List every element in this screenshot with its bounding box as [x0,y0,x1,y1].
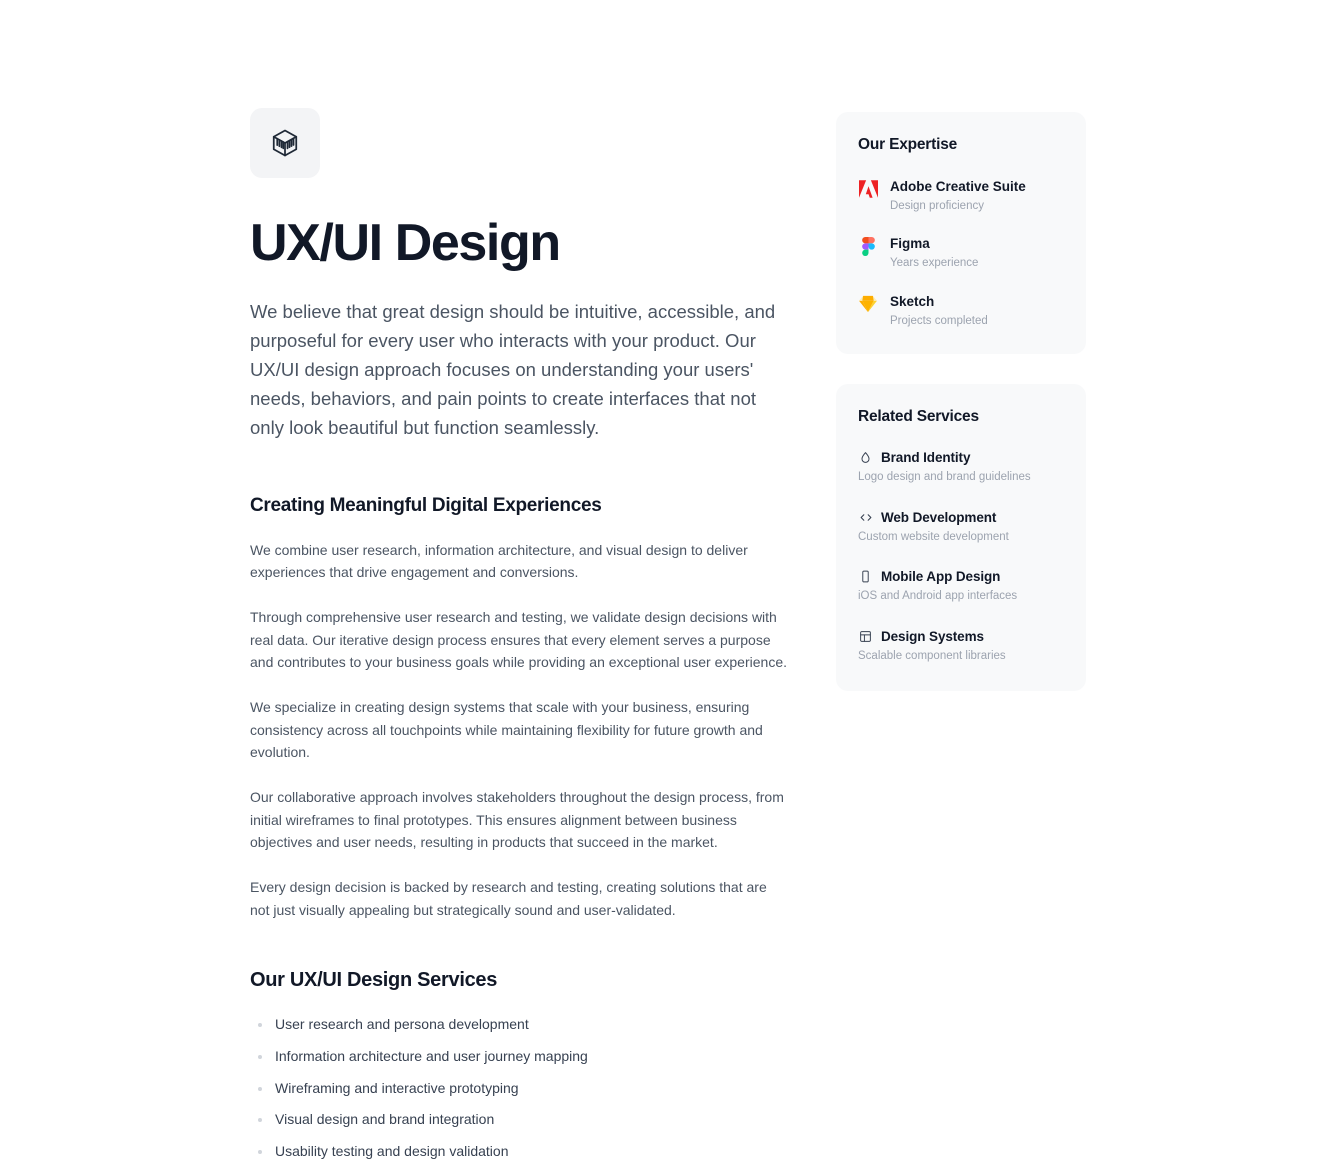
related-service-design-systems[interactable] [858,629,1064,665]
code-brackets-icon [858,510,873,525]
figma-logo-icon [858,236,878,256]
expertise-name: Adobe Creative Suite [890,179,1026,194]
related-service-head [858,510,1064,525]
related-service-mobile-app-design[interactable] [858,569,1064,605]
expertise-card [836,112,1086,354]
section-paragraph: Through comprehensive user research and testing, we validate design decisions with real data. Our iterative design process ensures that every element serves a purpose and contributes to your business goals while providing an exceptional user experience. [250,608,787,671]
expertise-item-adobe [858,178,1064,213]
expertise-sub: Design proficiency [890,199,984,212]
expertise-text [890,235,978,270]
expertise-text [890,293,988,328]
mobile-phone-icon [858,569,873,584]
related-service-sub: Custom website development [858,530,1009,543]
adobe-logo-icon [858,179,878,199]
related-services-title: Related Services [858,408,979,426]
page-title: UX/UI Design [250,214,560,272]
section-paragraph: We combine user research, information architecture, and visual design to deliver experiences that drive engagement and conversions. [250,541,748,581]
related-service-name: Brand Identity [881,450,971,466]
expertise-name: Sketch [890,293,935,309]
list-item: User research and persona development [250,1014,788,1036]
expertise-sub: Years experience [890,257,979,270]
content-layout [250,108,1086,1173]
expertise-item-sketch [858,293,1064,328]
hero-lead-paragraph: We believe that great design should be intuitive, accessible, and purposeful for every user who interacts with your product. Our UX/UI design approach focuses on understanding your users' needs, behaviors, and pain points to create interfaces that not only look beautiful but function seamlessly. [250,301,776,438]
section-paragraph: Our collaborative approach involves stakeholders throughout the design process, from initial wireframes to final prototypes. This ensures alignment between business objectives and user needs, resulting in products that succeed in the market. [250,788,784,851]
expertise-title: Our Expertise [858,136,958,153]
list-item: Usability testing and design validation [250,1141,788,1163]
list-item: Visual design and brand integration [250,1109,788,1131]
related-service-name: Mobile App Design [881,569,1001,585]
expertise-name: Figma [890,236,930,252]
section-heading: Creating Meaningful Digital Experiences [250,494,602,516]
related-service-web-development[interactable] [858,510,1064,546]
expertise-sub: Projects completed [890,314,988,327]
related-service-head [858,629,1064,644]
related-service-name: Design Systems [881,629,984,644]
list-item: Wireframing and interactive prototyping [250,1078,788,1100]
section-paragraph: We specialize in creating design systems that scale with your business, ensuring consistency across all touchpoints while maintaining flexibility for future growth and evolution. [250,698,763,761]
related-service-sub: Logo design and brand guidelines [858,471,1031,484]
sketch-logo-icon [858,294,878,314]
sidebar [836,108,1086,721]
related-service-brand-identity[interactable] [858,450,1064,486]
services-list [250,1014,788,1162]
expertise-text [890,178,1026,213]
droplet-icon [858,450,873,465]
cube-icon [270,128,300,158]
list-item: Information architecture and user journey mapping [250,1046,788,1068]
related-services-card [836,384,1086,690]
main-content [250,108,788,1173]
related-service-name: Web Development [881,509,997,525]
related-service-sub: iOS and Android app interfaces [858,590,1018,603]
section-paragraph: Every design decision is backed by research and testing, creating solutions that are not just visually appealing but strategically sound and user-validated. [250,878,767,918]
related-service-sub: Scalable component libraries [858,650,1006,662]
services-heading: Our UX/UI Design Services [250,969,498,992]
expertise-item-figma [858,235,1064,270]
related-service-head [858,450,1064,465]
related-service-head [858,569,1064,584]
layout-panel-icon [858,629,873,644]
hero-icon-badge [250,108,320,178]
